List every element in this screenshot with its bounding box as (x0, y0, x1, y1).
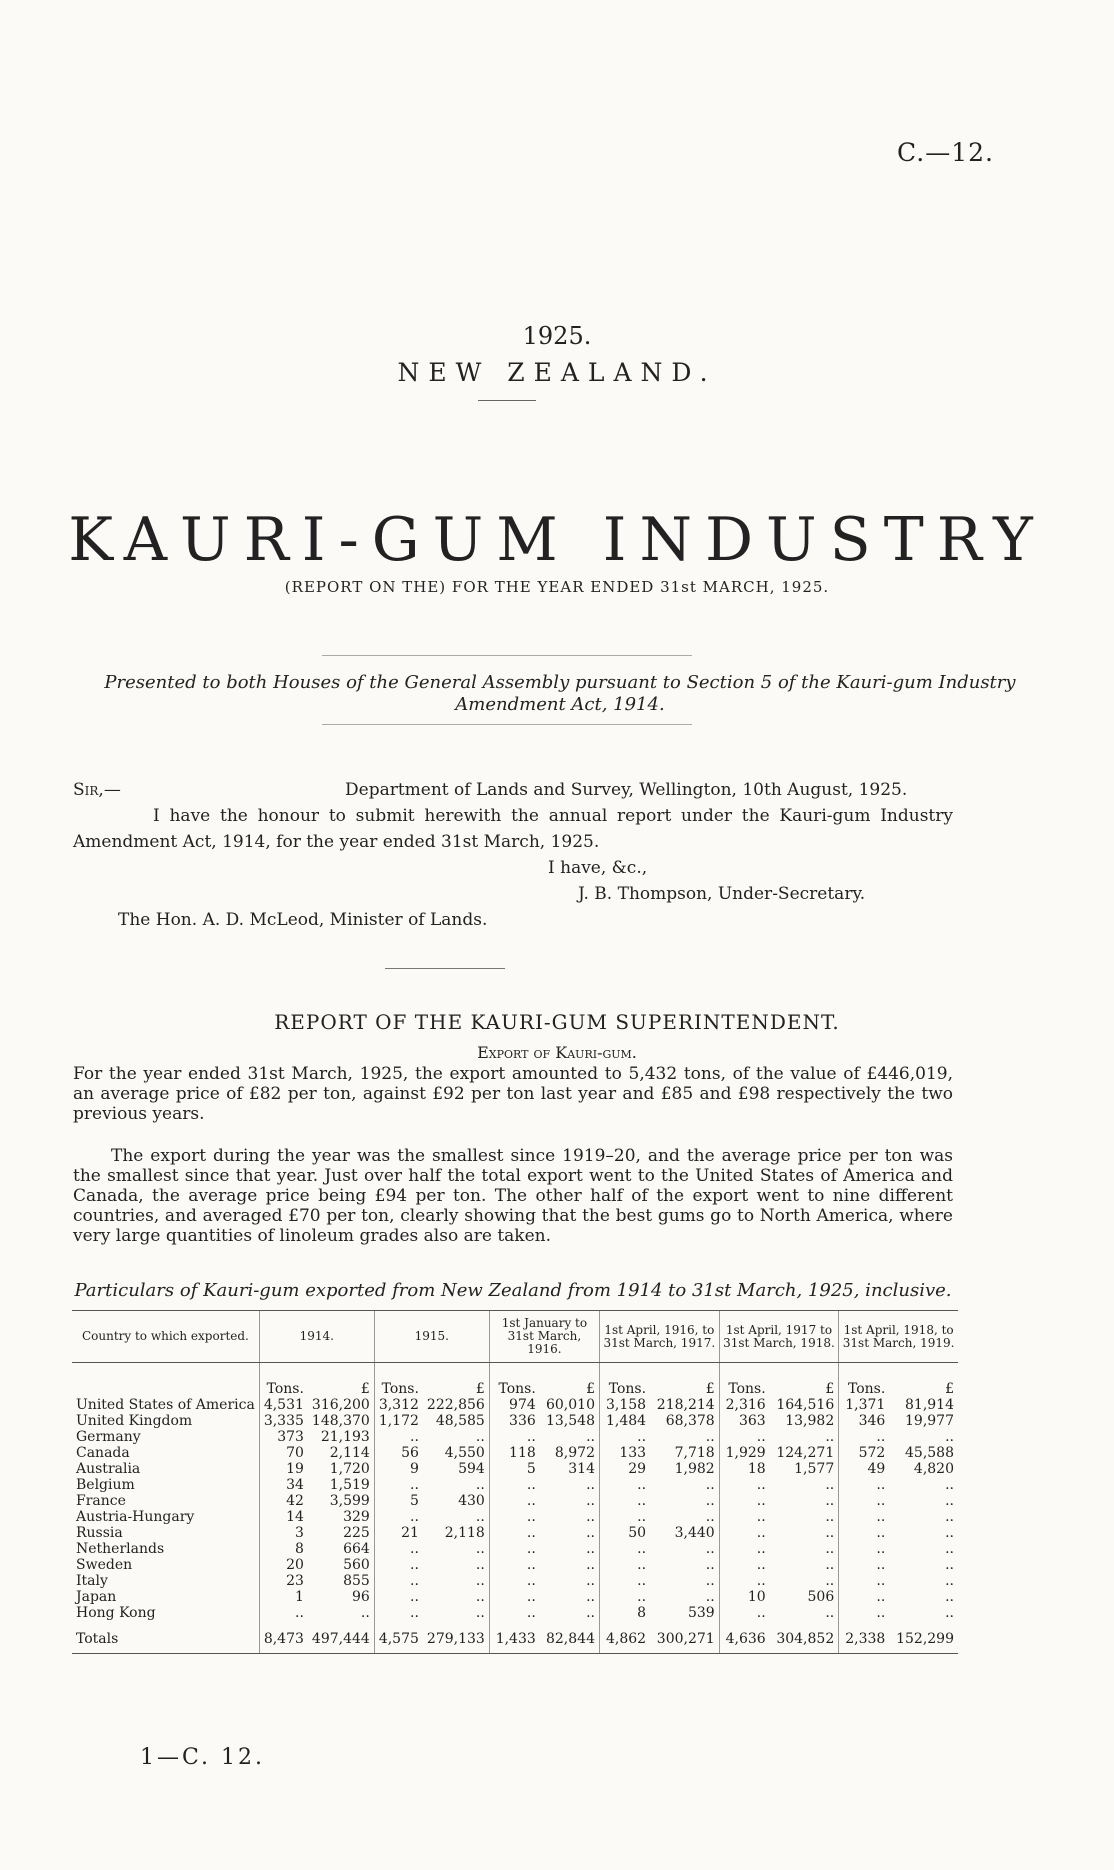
country-cell: Italy (76, 1573, 108, 1589)
tons-cell: 3 (259, 1525, 308, 1541)
tons-cell: 56 (374, 1445, 423, 1461)
value-cell: .. (586, 1589, 595, 1605)
value-cell: .. (475, 1605, 485, 1621)
value-cell: .. (825, 1605, 835, 1621)
value-cell: .. (945, 1429, 954, 1445)
country-cell: France (76, 1493, 126, 1509)
value-cell: 13,548 (545, 1413, 595, 1429)
tons-cell: 8 (259, 1541, 308, 1557)
tons-cell: .. (719, 1573, 770, 1589)
value-cell: .. (825, 1557, 835, 1573)
value-cell: .. (475, 1477, 485, 1493)
value-cell: .. (705, 1429, 715, 1445)
table-row (72, 1477, 958, 1493)
unit-pounds: £ (825, 1381, 835, 1397)
value-cell: 304,852 (770, 1621, 839, 1654)
tons-cell: .. (719, 1605, 770, 1621)
value-cell: 316,200 (311, 1397, 370, 1413)
tons-cell: 3,312 (374, 1397, 423, 1413)
value-cell: 124,271 (776, 1445, 835, 1461)
value-cell: .. (705, 1541, 715, 1557)
tons-cell: 346 (839, 1413, 890, 1429)
tons-cell: .. (839, 1557, 890, 1573)
table-row (72, 1605, 958, 1621)
tons-cell: 4,531 (259, 1397, 308, 1413)
value-cell: .. (586, 1509, 595, 1525)
value-cell: 2,114 (329, 1445, 370, 1461)
value-cell: 1,577 (794, 1461, 835, 1477)
country-cell: Belgium (76, 1477, 135, 1493)
tons-cell: .. (719, 1429, 770, 1445)
tons-cell: 4,636 (719, 1621, 770, 1654)
tons-cell: .. (719, 1477, 770, 1493)
country-cell: Austria-Hungary (76, 1509, 195, 1525)
table-row (72, 1413, 958, 1429)
publication-year: 1925. (522, 322, 592, 350)
tons-cell: .. (489, 1493, 539, 1509)
tons-cell: 133 (599, 1445, 650, 1461)
tons-cell: .. (489, 1525, 539, 1541)
value-cell: .. (945, 1605, 954, 1621)
period-header: 1st April, 1917 to 31st March, 1918. (719, 1311, 839, 1363)
tons-cell: 8 (599, 1605, 650, 1621)
value-cell: 60,010 (545, 1397, 595, 1413)
presentation-note: Presented to both Houses of the General Assembly pursuant to Section 5 of the Kauri-gum Industry Amendment Act, 1914. (104, 672, 1016, 715)
value-cell: 300,271 (650, 1621, 719, 1654)
tons-cell: .. (599, 1477, 650, 1493)
tons-cell: .. (599, 1557, 650, 1573)
value-cell: 1,720 (329, 1461, 370, 1477)
tons-cell: .. (374, 1557, 423, 1573)
table-row (72, 1493, 958, 1509)
tons-cell: .. (839, 1493, 890, 1509)
tons-cell: .. (839, 1573, 890, 1589)
value-cell: .. (825, 1493, 835, 1509)
publication-country: NEW ZEALAND. (397, 358, 717, 387)
tons-cell: 1,172 (374, 1413, 423, 1429)
value-cell: .. (586, 1493, 595, 1509)
document-subtitle: (REPORT ON THE) FOR THE YEAR ENDED 31st MARCH, 1925. (284, 578, 830, 596)
value-cell: 82,844 (540, 1621, 600, 1654)
value-cell: 1,519 (329, 1477, 370, 1493)
value-cell: .. (586, 1525, 595, 1541)
value-cell: 21,193 (320, 1429, 370, 1445)
letter-salutation: Sir,— (73, 780, 121, 800)
tons-cell: .. (374, 1429, 423, 1445)
report-paragraph-2: The export during the year was the smallest since 1919–20, and the average price per ton was the smallest since that year. Just over half the total export went to the United States of America and Canada, the average price being £94 per ton. The other half of the export went to nine different countries, and averaged £70 per ton, clearly showing that the best gums go to North America, where very large quantities of linoleum grades also are taken. (73, 1146, 953, 1246)
tons-cell: .. (839, 1605, 890, 1621)
tons-cell: .. (489, 1429, 539, 1445)
value-cell: 96 (352, 1589, 370, 1605)
tons-cell: .. (489, 1557, 539, 1573)
table-row (72, 1589, 958, 1605)
country-cell: Russia (76, 1525, 123, 1541)
value-cell: .. (705, 1573, 715, 1589)
value-cell: .. (586, 1557, 595, 1573)
tons-cell: .. (599, 1541, 650, 1557)
value-cell: .. (705, 1589, 715, 1605)
tons-cell: .. (374, 1509, 423, 1525)
tons-cell: .. (489, 1509, 539, 1525)
value-cell: .. (705, 1477, 715, 1493)
table-row (72, 1557, 958, 1573)
value-cell: 2,118 (444, 1525, 485, 1541)
letter-signatory: J. B. Thompson, Under-Secretary. (578, 884, 866, 904)
value-cell: .. (475, 1557, 485, 1573)
table-row (72, 1541, 958, 1557)
unit-pounds: £ (475, 1381, 485, 1397)
tons-cell: 50 (599, 1525, 650, 1541)
tons-cell: 18 (719, 1461, 770, 1477)
table-header-row (72, 1311, 958, 1363)
value-cell: 855 (343, 1573, 370, 1589)
tons-cell: 9 (374, 1461, 423, 1477)
unit-pounds: £ (945, 1381, 954, 1397)
tons-cell: 373 (259, 1429, 308, 1445)
tons-cell: 70 (259, 1445, 308, 1461)
table-row (72, 1445, 958, 1461)
tons-cell: .. (839, 1509, 890, 1525)
tons-cell: .. (839, 1525, 890, 1541)
value-cell: .. (945, 1493, 954, 1509)
table-caption: Particulars of Kauri-gum exported from New Zealand from 1914 to 31st March, 1925, inclusive. (74, 1280, 952, 1301)
value-cell: 279,133 (423, 1621, 489, 1654)
tons-cell: .. (719, 1509, 770, 1525)
value-cell: .. (825, 1541, 835, 1557)
value-cell: 4,550 (444, 1445, 485, 1461)
tons-cell: 1 (259, 1589, 308, 1605)
country-cell: Canada (76, 1445, 130, 1461)
value-cell: .. (360, 1605, 370, 1621)
value-cell: 81,914 (905, 1397, 954, 1413)
unit-pounds: £ (360, 1381, 370, 1397)
tons-cell: 974 (489, 1397, 539, 1413)
value-cell: 3,599 (329, 1493, 370, 1509)
divider (322, 724, 692, 725)
tons-cell: 21 (374, 1525, 423, 1541)
unit-tons: Tons. (259, 1363, 308, 1398)
value-cell: 148,370 (311, 1413, 370, 1429)
period-header: 1st April, 1916, to 31st March, 1917. (599, 1311, 719, 1363)
value-cell: .. (475, 1509, 485, 1525)
unit-pounds: £ (705, 1381, 715, 1397)
unit-tons: Tons. (839, 1363, 890, 1398)
tons-cell: 20 (259, 1557, 308, 1573)
letter-addressee: The Hon. A. D. McLeod, Minister of Lands. (118, 910, 488, 930)
units-row (72, 1363, 958, 1398)
value-cell: 152,299 (889, 1621, 958, 1654)
country-cell: Netherlands (76, 1541, 165, 1557)
tons-cell: .. (374, 1605, 423, 1621)
period-header: 1st January to 31st March, 1916. (489, 1311, 599, 1363)
value-cell: 430 (458, 1493, 485, 1509)
value-cell: .. (945, 1541, 954, 1557)
table-row (72, 1461, 958, 1477)
value-cell: .. (586, 1541, 595, 1557)
value-cell: 48,585 (435, 1413, 485, 1429)
tons-cell: 19 (259, 1461, 308, 1477)
tons-cell: 23 (259, 1573, 308, 1589)
value-cell: 218,214 (656, 1397, 715, 1413)
tons-cell: .. (489, 1541, 539, 1557)
tons-cell: 29 (599, 1461, 650, 1477)
value-cell: 539 (687, 1605, 715, 1621)
country-column-header: Country to which exported. (72, 1311, 259, 1363)
value-cell: 222,856 (426, 1397, 485, 1413)
unit-tons: Tons. (489, 1363, 539, 1398)
tons-cell: .. (719, 1493, 770, 1509)
value-cell: 8,972 (554, 1445, 595, 1461)
letter-closing: I have, &c., (548, 858, 648, 878)
value-cell: 7,718 (674, 1445, 715, 1461)
tons-cell: 4,862 (599, 1621, 650, 1654)
table-row (72, 1525, 958, 1541)
tons-cell: 2,316 (719, 1397, 770, 1413)
country-cell: Sweden (76, 1557, 133, 1573)
tons-cell: 1,929 (719, 1445, 770, 1461)
unit-tons: Tons. (374, 1363, 423, 1398)
value-cell: 329 (343, 1509, 370, 1525)
tons-cell: .. (719, 1525, 770, 1541)
value-cell: 314 (568, 1461, 595, 1477)
country-cell: Australia (76, 1461, 141, 1477)
tons-cell: 14 (259, 1509, 308, 1525)
divider (385, 968, 505, 969)
country-cell: United States of America (76, 1397, 255, 1413)
tons-cell: 363 (719, 1413, 770, 1429)
tons-cell: 1,433 (489, 1621, 539, 1654)
tons-cell: .. (839, 1541, 890, 1557)
value-cell: .. (475, 1541, 485, 1557)
tons-cell: .. (599, 1429, 650, 1445)
document-title: KAURI-GUM INDUSTRY (68, 505, 1046, 575)
value-cell: .. (705, 1493, 715, 1509)
tons-cell: .. (374, 1541, 423, 1557)
value-cell: .. (825, 1477, 835, 1493)
tons-cell: .. (489, 1573, 539, 1589)
value-cell: 68,378 (665, 1413, 715, 1429)
tons-cell: .. (719, 1541, 770, 1557)
tons-cell: 8,473 (259, 1621, 308, 1654)
totals-row (72, 1621, 958, 1654)
tons-cell: .. (839, 1429, 890, 1445)
tons-cell: 336 (489, 1413, 539, 1429)
value-cell: .. (586, 1477, 595, 1493)
value-cell: 225 (343, 1525, 370, 1541)
tons-cell: .. (489, 1477, 539, 1493)
country-cell: Japan (76, 1589, 117, 1605)
value-cell: .. (475, 1429, 485, 1445)
unit-tons: Tons. (719, 1363, 770, 1398)
value-cell: 3,440 (674, 1525, 715, 1541)
country-cell: Hong Kong (76, 1605, 156, 1621)
value-cell: .. (945, 1477, 954, 1493)
tons-cell: .. (259, 1605, 308, 1621)
value-cell: 594 (458, 1461, 485, 1477)
tons-cell: 3,158 (599, 1397, 650, 1413)
value-cell: .. (586, 1429, 595, 1445)
tons-cell: 3,335 (259, 1413, 308, 1429)
tons-cell: .. (599, 1589, 650, 1605)
divider (322, 655, 692, 656)
tons-cell: 572 (839, 1445, 890, 1461)
tons-cell: .. (374, 1589, 423, 1605)
document-reference: C.—12. (897, 138, 994, 167)
footer-code: 1—C. 12. (140, 1745, 266, 1770)
value-cell: .. (825, 1429, 835, 1445)
divider (478, 400, 536, 401)
tons-cell: 2,338 (839, 1621, 890, 1654)
tons-cell: .. (839, 1589, 890, 1605)
value-cell: .. (705, 1509, 715, 1525)
value-cell: 164,516 (776, 1397, 835, 1413)
value-cell: 506 (807, 1589, 835, 1605)
table-row (72, 1397, 958, 1413)
country-cell: Germany (76, 1429, 141, 1445)
report-subheading: Export of Kauri-gum. (477, 1043, 637, 1062)
tons-cell: 1,484 (599, 1413, 650, 1429)
tons-cell: 118 (489, 1445, 539, 1461)
export-table (72, 1310, 958, 1654)
tons-cell: 5 (374, 1493, 423, 1509)
table-row (72, 1509, 958, 1525)
unit-pounds: £ (586, 1381, 595, 1397)
tons-cell: 5 (489, 1461, 539, 1477)
value-cell: .. (475, 1573, 485, 1589)
value-cell: .. (945, 1509, 954, 1525)
value-cell: .. (475, 1589, 485, 1605)
tons-cell: .. (599, 1573, 650, 1589)
value-cell: .. (945, 1573, 954, 1589)
report-paragraph-1: For the year ended 31st March, 1925, the export amounted to 5,432 tons, of the value of £446,019, an average price of £82 per ton, against £92 per ton last year and £85 and £98 respectively the two previous years. (73, 1064, 953, 1124)
unit-tons: Tons. (599, 1363, 650, 1398)
period-header: 1914. (259, 1311, 374, 1363)
report-heading: REPORT OF THE KAURI-GUM SUPERINTENDENT. (274, 1010, 840, 1034)
tons-cell: 34 (259, 1477, 308, 1493)
table-row (72, 1573, 958, 1589)
period-header: 1915. (374, 1311, 489, 1363)
tons-cell: .. (374, 1477, 423, 1493)
value-cell: 4,820 (913, 1461, 954, 1477)
value-cell: .. (825, 1573, 835, 1589)
value-cell: 497,444 (308, 1621, 374, 1654)
letter-body: I have the honour to submit herewith the annual report under the Kauri-gum Industry Amendment Act, 1914, for the year ended 31st March, 1925. (73, 806, 953, 852)
value-cell: 664 (343, 1541, 370, 1557)
table-row (72, 1429, 958, 1445)
value-cell: .. (825, 1509, 835, 1525)
tons-cell: .. (374, 1573, 423, 1589)
tons-cell: .. (599, 1509, 650, 1525)
country-cell: Totals (72, 1621, 259, 1654)
tons-cell: .. (489, 1589, 539, 1605)
value-cell: 1,982 (674, 1461, 715, 1477)
tons-cell: .. (599, 1493, 650, 1509)
tons-cell: 49 (839, 1461, 890, 1477)
value-cell: 45,588 (905, 1445, 954, 1461)
value-cell: .. (586, 1605, 595, 1621)
value-cell: 560 (343, 1557, 370, 1573)
tons-cell: 42 (259, 1493, 308, 1509)
tons-cell: 10 (719, 1589, 770, 1605)
value-cell: .. (945, 1589, 954, 1605)
value-cell: .. (705, 1557, 715, 1573)
period-header: 1st April, 1918, to 31st March, 1919. (839, 1311, 958, 1363)
value-cell: .. (586, 1573, 595, 1589)
tons-cell: .. (719, 1557, 770, 1573)
tons-cell: .. (489, 1605, 539, 1621)
value-cell: .. (945, 1525, 954, 1541)
value-cell: .. (945, 1557, 954, 1573)
value-cell: 19,977 (905, 1413, 954, 1429)
value-cell: 13,982 (785, 1413, 835, 1429)
country-cell: United Kingdom (76, 1413, 193, 1429)
letter-place-date: Department of Lands and Survey, Wellington, 10th August, 1925. (345, 780, 908, 800)
tons-cell: .. (839, 1477, 890, 1493)
tons-cell: 4,575 (374, 1621, 423, 1654)
value-cell: .. (825, 1525, 835, 1541)
tons-cell: 1,371 (839, 1397, 890, 1413)
